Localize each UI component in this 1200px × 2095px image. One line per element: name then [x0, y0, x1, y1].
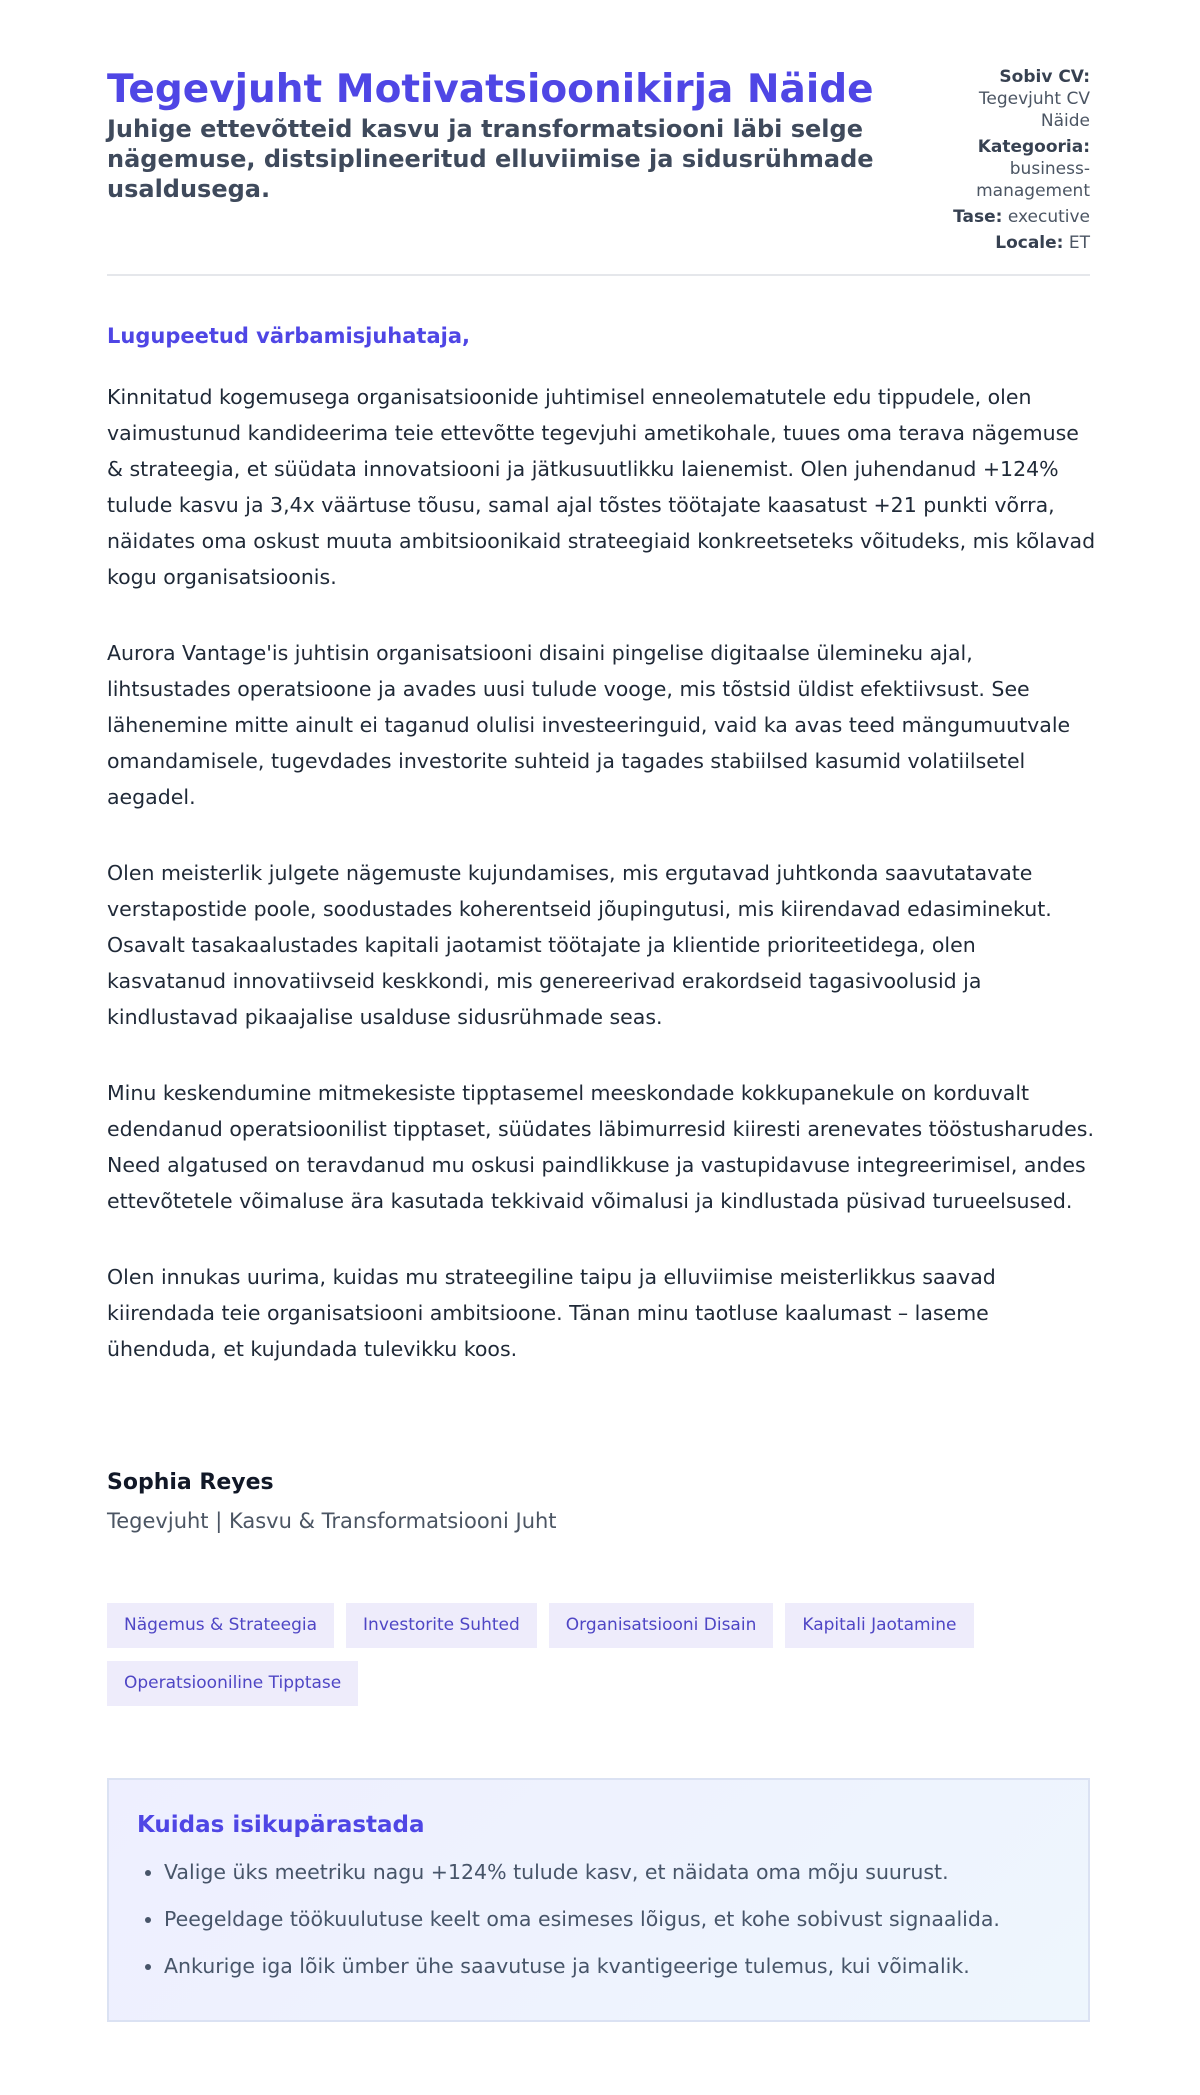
cover-letter-page [107, 0, 1096, 1978]
signer-role: Tegevjuht | Kasvu & Transformatsiooni Juht [107, 1509, 557, 1533]
cv-value: Tegevjuht CV Näide [978, 89, 1090, 131]
letter-body [107, 379, 1097, 1407]
paragraph: Minu keskendumine mitmekesiste tipptasemel meeskondade kokkupanekule on korduvalt edendanud operatsioonilist tipptaset, süüdates läbimurresid kiiresti arenevates tööstusharudes. Need algatused on teravdanud mu oskusi paindlikkuse ja vastupidavuse integreerimisel, andes ettevõtetele võimaluse ära kasutada tekkivaid võimalusi ja kindlustada püsivad turueelsused. [107, 1081, 1094, 1213]
cv-label: Sobiv CV: [999, 67, 1090, 87]
paragraph: Olen innukas uurima, kuidas mu strateegiline taipu ja elluviimise meisterlikkus saavad kiirendada teie organisatsiooni ambitsioone. Tänan minu taotluse kaalumast – laseme ühenduda, et kujundada tulevikku koos. [107, 1265, 996, 1361]
tip-item: • Ankurige iga lõik ümber ühe saavutuse ja kvantigeerige tulemus, kui võimalik. [164, 1952, 1060, 1980]
locale-value: ET [1068, 233, 1090, 253]
skill-tag: Kapitali Jaotamine [785, 1603, 973, 1648]
skill-tag: Operatsiooniline Tipptase [107, 1661, 358, 1706]
skill-tag: Organisatsiooni Disain [549, 1603, 774, 1648]
page-title: Tegevjuht Motivatsioonikirja Näide [107, 67, 874, 112]
tips-title: Kuidas isikupärastada [137, 1812, 425, 1838]
paragraph: Aurora Vantage'is juhtisin organisatsiooni disaini pingelise digitaalse ülemineku ajal, lihtsustades operatsioone ja avades uusi tulude vooge, mis tõstsid üldist efektiivsust. See lähenemine mitte ainult ei taganud olulisi investeeringuid, vaid ka avas teed mängumuutvale omandamisele, tugevdades investorite suhteid ja tagades stabiilsed kasumid volatiilsetel aegadel. [107, 641, 1071, 809]
signer-name: Sophia Reyes [107, 1470, 274, 1495]
category-label: Kategooria: [977, 137, 1090, 157]
salutation: Lugupeetud värbamisjuhataja, [107, 324, 470, 348]
skill-tag: Investorite Suhted [346, 1603, 537, 1648]
signature [107, 1470, 557, 1533]
category-value: business-management [976, 159, 1090, 201]
skill-tags [107, 1603, 1090, 1706]
level-label: Tase: [953, 207, 1003, 227]
page-subtitle: Juhige ettevõtteid kasvu ja transformatsiooni läbi selge nägemuse, distsiplineeritud elluviimise ja sidusrühmade usaldusega. [107, 115, 874, 203]
personalization-tips [107, 1778, 1090, 2022]
page-header [107, 0, 1090, 276]
tip-item: • Valige üks meetriku nagu +124% tulude kasv, et näidata oma mõju suurust. [164, 1858, 1060, 1886]
paragraph: Olen meisterlik julgete nägemuste kujundamises, mis ergutavad juhtkonda saavutatavate verstapostide poole, soodustades koherentseid jõupingutusi, mis kiirendavad edasiminekut. Osavalt tasakaalustades kapitali jaotamist töötajate ja klientide prioriteetidega, olen kasvatanud innovatiivseid keskkondi, mis genereerivad erakordseid tagasivoolusid ja kindlustavad pikaajalise usalduse sidusrühmade seas. [107, 861, 1052, 1029]
skill-tag: Nägemus & Strateegia [107, 1603, 334, 1648]
locale-label: Locale: [995, 233, 1064, 253]
meta-panel [940, 66, 1090, 274]
level-value: executive [1007, 207, 1090, 227]
paragraph: Kinnitatud kogemusega organisatsioonide juhtimisel enneolematutele edu tippudele, olen vaimustunud kandideerima teie ettevõtte tegevjuhi ametikohale, tuues oma terava nägemuse & strateegia, et süüdata innovatsiooni ja jätkusuutlikku laienemist. Olen juhendanud +124% tulude kasvu ja 3,4x väärtuse tõusu, samal ajal tõstes töötajate kaasatust +21 punkti võrra, näidates oma oskust muuta ambitsioonikaid strateegiaid konkreetseteks võitudeks, mis kõlavad kogu organisatsioonis. [107, 385, 1096, 589]
tip-item: • Peegeldage töökuulutuse keelt oma esimeses lõigus, et kohe sobivust signaalida. [164, 1905, 1060, 1933]
